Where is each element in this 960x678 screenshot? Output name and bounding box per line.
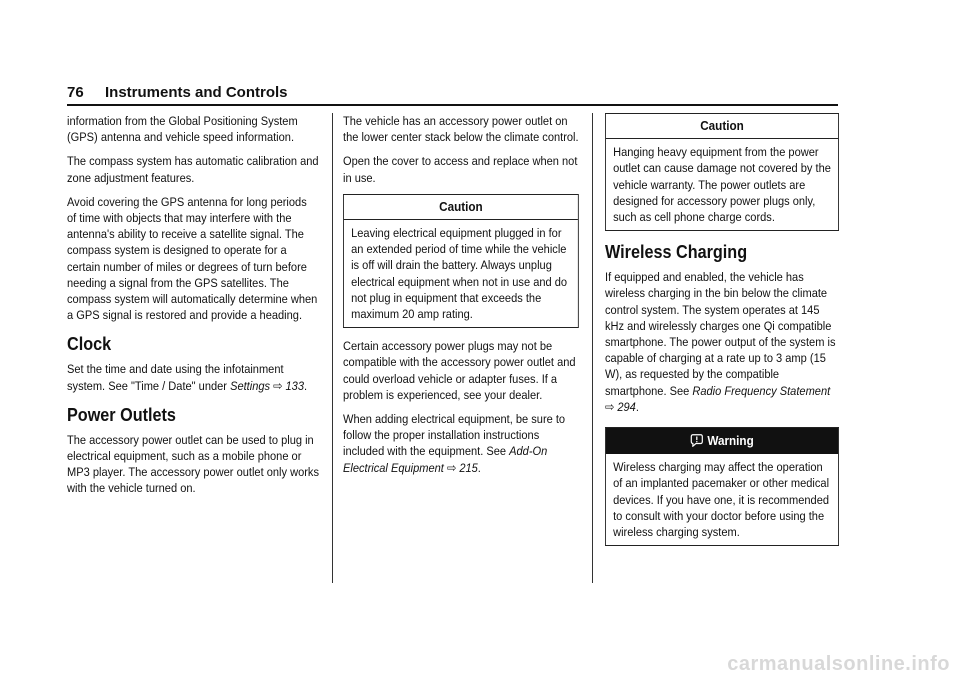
add-on-equipment-link[interactable]: Add-On Electrical Equipment ⇨ 215 <box>343 444 548 475</box>
paragraph: Set the time and date using the infotainment system. See "Time / Date" under Settings ⇨ 133. <box>67 362 308 393</box>
warning-icon <box>690 433 703 447</box>
page-ref-arrow-icon: ⇨ <box>446 460 457 475</box>
wireless-charging-heading: Wireless Charging <box>605 242 748 263</box>
watermark: carmanualsonline.info <box>727 653 950 675</box>
paragraph: The vehicle has an accessory power outlet on the lower center stack below the climate control. <box>343 114 579 145</box>
page-number: 76 <box>67 84 84 101</box>
caution-text: Leaving electrical equipment plugged in for an extended period of time while the vehicle is off will drain the battery. Always unplug electrical equipment when not in use and do not plug in equipment that exceeds the maximum 20 amp rating. <box>351 226 568 322</box>
caution-title: Caution <box>606 114 838 139</box>
paragraph: Certain accessory power plugs may not be compatible with the accessory power outlet and could overload vehicle or adapter fuses. If a problem is experienced, see your dealer. <box>343 339 576 402</box>
page-ref-arrow-icon: ⇨ <box>605 399 615 414</box>
settings-link[interactable]: Settings ⇨ 133 <box>230 378 304 393</box>
warning-box <box>605 427 839 546</box>
paragraph: The accessory power outlet can be used to plug in electrical equipment, such as a mobile phone or MP3 player. The accessory power outlet only works with the vehicle turned on. <box>67 432 319 496</box>
caution-box <box>343 194 579 328</box>
caution-box <box>605 113 839 231</box>
paragraph: When adding electrical equipment, be sure to follow the proper installation instructions included with the equipment. See Add-On Electrical Equipment ⇨ 215. <box>343 412 566 475</box>
paragraph: Open the cover to access and replace when not in use. <box>343 154 578 185</box>
caution-text: Hanging heavy equipment from the power outlet can cause damage not covered by the vehicle warranty. The power outlets are designed for accessory power plugs only, such as cell phone charge cords. <box>613 145 831 225</box>
warning-title-bar <box>606 428 838 454</box>
column-right <box>605 113 839 556</box>
page-ref-arrow-icon: ⇨ <box>273 378 283 393</box>
power-outlets-heading: Power Outlets <box>67 404 176 425</box>
column-left <box>67 113 319 505</box>
caution-title: Caution <box>344 195 578 220</box>
page-header <box>67 84 838 106</box>
column-middle <box>343 113 579 484</box>
warning-title: Warning <box>707 433 754 449</box>
paragraph: If equipped and enabled, the vehicle has wireless charging in the bin below the climate control system. The system operates at 145 kHz and wirelessly charges one Qi compatible smartphone. The power output of the system is capable of charging at a rate up to 3 amp (15 W), as requested by the compatible smartphone. See Radio Frequency Statement ⇨ 294. <box>605 270 836 414</box>
clock-heading: Clock <box>67 334 112 355</box>
paragraph: information from the Global Positioning System (GPS) antenna and vehicle speed information. <box>67 114 298 145</box>
column-divider <box>592 113 593 583</box>
section-title: Instruments and Controls <box>105 84 288 101</box>
column-divider <box>332 113 333 583</box>
paragraph: Avoid covering the GPS antenna for long periods of time with objects that may interfere with the antenna's ability to receive a satellite signal. The compass system is designed to operate for a certain number of miles or degrees of turn before needing a signal from the GPS satellites. The compass system will automatically determine when a GPS signal is restored and provide a heading. <box>67 194 318 323</box>
radio-frequency-link[interactable]: Radio Frequency Statement ⇨ 294 <box>605 383 831 414</box>
warning-text: Wireless charging may affect the operation of an implanted pacemaker or other medical devices. If you have one, it is recommended to consult with your doctor before using the wireless charging system. <box>613 460 830 540</box>
paragraph: The compass system has automatic calibration and zone adjustment features. <box>67 154 319 185</box>
